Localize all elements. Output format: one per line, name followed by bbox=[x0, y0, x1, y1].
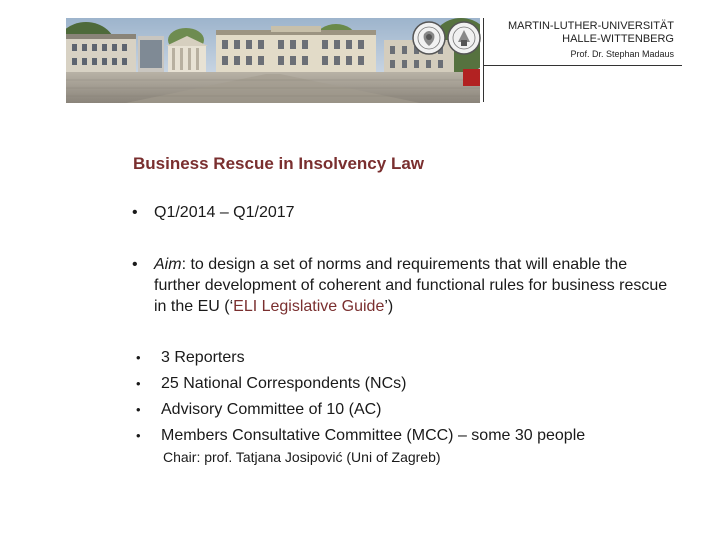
participant-text: Members Consultative Committee (MCC) – some 30 people bbox=[161, 427, 586, 444]
bullet-marker: • bbox=[136, 376, 141, 391]
aim-text-part2: ’) bbox=[384, 298, 394, 315]
aim-text-part1: : to design a set of norms and requirements that will enable the further development of coherent and functional rules for business rescue in the EU (‘ bbox=[154, 256, 668, 315]
professor-name: Prof. Dr. Stephan Madaus bbox=[570, 49, 674, 59]
chair-note: Chair: prof. Tatjana Josipović (Uni of Zagreb) bbox=[163, 449, 441, 465]
header-vertical-rule bbox=[483, 18, 484, 102]
slide-title: Business Rescue in Insolvency Law bbox=[133, 154, 425, 173]
accent-square bbox=[463, 69, 480, 86]
period-text: Q1/2014 – Q1/2017 bbox=[154, 204, 295, 221]
bullet-marker: • bbox=[136, 402, 141, 417]
bullet-marker: • bbox=[136, 350, 141, 365]
university-name-line2: HALLE-WITTENBERG bbox=[562, 33, 674, 45]
university-seal-icon bbox=[412, 20, 446, 56]
participant-text: 25 National Correspondents (NCs) bbox=[161, 375, 407, 392]
university-seal-icon bbox=[447, 20, 481, 56]
aim-text bbox=[154, 254, 674, 317]
university-name-line1: MARTIN-LUTHER-UNIVERSITÄT bbox=[507, 20, 674, 32]
bullet-marker: • bbox=[132, 256, 138, 273]
participant-text: 3 Reporters bbox=[161, 349, 245, 366]
aim-label: Aim bbox=[154, 256, 182, 273]
bullet-marker: • bbox=[136, 428, 141, 443]
header-horizontal-rule bbox=[483, 65, 682, 66]
university-name bbox=[486, 20, 674, 46]
bullet-marker: • bbox=[132, 204, 138, 221]
participant-text: Advisory Committee of 10 (AC) bbox=[161, 401, 382, 418]
eli-guide-highlight: ELI Legislative Guide bbox=[233, 298, 385, 315]
